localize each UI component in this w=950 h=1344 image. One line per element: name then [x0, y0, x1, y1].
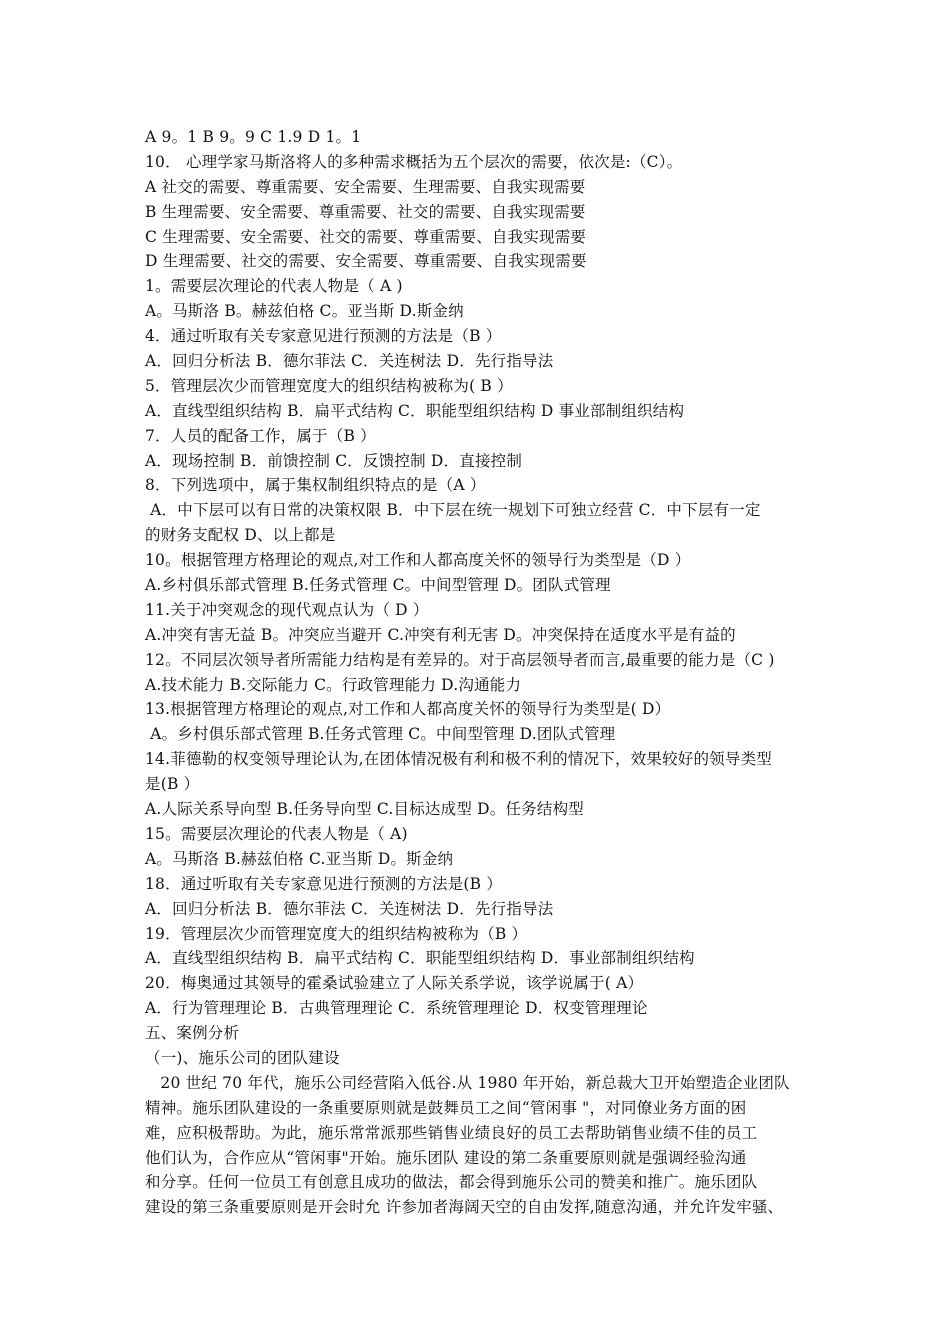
- option-line: A.人际关系导向型 B.任务导向型 C.目标达成型 D。任务结构型: [145, 800, 584, 819]
- text-line: A 9。1 B 9。9 C 1.9 D 1。1: [145, 128, 362, 146]
- question-line: 19．管理层次少而管理宽度大的组织结构被称为（B ）: [145, 924, 528, 943]
- question-line: 10． 心理学家马斯洛将人的多种需求概括为五个层次的需要，依次是:（C）。: [145, 152, 683, 171]
- option-line: A．行为管理理论 B．古典管理理论 C．系统管理理论 D．权变管理理论: [145, 999, 648, 1018]
- question-line: 5．管理层次少而管理宽度大的组织结构被称为( B ）: [145, 376, 513, 395]
- question-line: 7．人员的配备工作，属于（B ）: [145, 426, 376, 445]
- option-line: A．直线型组织结构 B．扁平式结构 C．职能型组织结构 D 事业部制组织结构: [145, 401, 685, 420]
- option-line: A。马斯洛 B.赫兹伯格 C.亚当斯 D。斯金纳: [145, 849, 454, 868]
- question-line: 15。需要层次理论的代表人物是（ A): [145, 824, 408, 843]
- question-line: 13.根据管理方格理论的观点,对工作和人都高度关怀的领导行为类型是( D）: [145, 700, 671, 719]
- option-line: A 社交的需要、尊重需要、安全需要、生理需要、自我实现需要: [145, 177, 586, 196]
- option-line: D 生理需要、社交的需要、安全需要、尊重需要、自我实现需要: [145, 252, 587, 271]
- question-line: 18．通过听取有关专家意见进行预测的方法是(B ）: [145, 874, 503, 893]
- question-line: 1。需要层次理论的代表人物是（ A ): [145, 277, 403, 296]
- section-heading: 五、案例分析: [145, 1024, 240, 1043]
- option-line: 的财务支配权 D、以上都是: [145, 526, 336, 545]
- paragraph-line: 他们认为，合作应从“管闲事"开始。施乐团队 建设的第二条重要原则就是强调经验沟通: [145, 1148, 747, 1167]
- option-line: A。马斯洛 B。赫兹伯格 C。亚当斯 D.斯金纳: [145, 302, 464, 321]
- question-line: 20．梅奥通过其领导的霍桑试验建立了人际关系学说，该学说属于( A）: [145, 974, 644, 993]
- option-line: A.技术能力 B.交际能力 C。行政管理能力 D.沟通能力: [145, 675, 522, 694]
- option-line: A．中下层可以有日常的决策权限 B．中下层在统一规划下可独立经营 C．中下层有一定: [145, 501, 761, 520]
- question-line: 4．通过听取有关专家意见进行预测的方法是（B ）: [145, 327, 502, 346]
- paragraph-line: 精神。施乐团队建设的一条重要原则就是鼓舞员工之间“管闲事 "，对同僚业务方面的困: [145, 1098, 747, 1117]
- option-line: C 生理需要、安全需要、社交的需要、尊重需要、自我实现需要: [145, 227, 587, 246]
- paragraph-line: 难，应积极帮助。为此，施乐常常派那些销售业绩良好的员工去帮助销售业绩不佳的员工: [145, 1123, 758, 1142]
- option-line: A．直线型组织结构 B．扁平式结构 C．职能型组织结构 D．事业部制组织结构: [145, 949, 695, 968]
- option-line: A.冲突有害无益 B。冲突应当避开 C.冲突有利无害 D。冲突保持在适度水平是有益的: [145, 625, 736, 644]
- document-body: [145, 125, 817, 1220]
- paragraph-line: 和分享。任何一位员工有创意且成功的做法，都会得到施乐公司的赞美和推广。施乐团队: [145, 1173, 758, 1192]
- question-line: 8．下列选项中，属于集权制组织特点的是（A ）: [145, 476, 486, 495]
- option-line: A。乡村俱乐部式管理 B.任务式管理 C。中间型管理 D.团队式管理: [145, 725, 616, 744]
- option-line: A．回归分析法 B．德尔菲法 C．关连树法 D．先行指导法: [145, 899, 554, 918]
- option-line: A.乡村俱乐部式管理 B.任务式管理 C。中间型管理 D。团队式管理: [145, 576, 611, 595]
- question-line: 是(B ）: [145, 775, 200, 794]
- option-line: B 生理需要、安全需要、尊重需要、社交的需要、自我实现需要: [145, 202, 586, 221]
- question-line: 10。根据管理方格理论的观点,对工作和人都高度关怀的领导行为类型是（D ）: [145, 551, 691, 570]
- question-line: 14.菲德勒的权变领导理论认为,在团体情况极有利和极不利的情况下，效果较好的领导类型: [145, 750, 772, 769]
- paragraph-line: 建设的第三条重要原则是开会时允 许参加者海阔天空的自由发挥,随意沟通，并允许发牢骚、: [145, 1198, 784, 1217]
- option-line: A．现场控制 B．前馈控制 C．反馈控制 D．直接控制: [145, 451, 523, 470]
- paragraph-line: 20 世纪 70 年代，施乐公司经营陷入低谷.从 1980 年开始，新总裁大卫开始塑造企业团队: [145, 1073, 790, 1092]
- question-line: 11.关于冲突观念的现代观点认为（ D ）: [145, 600, 429, 619]
- case-title: （一)、施乐公司的团队建设: [145, 1048, 340, 1067]
- option-line: A．回归分析法 B．德尔菲法 C．关连树法 D．先行指导法: [145, 352, 554, 371]
- question-line: 12。不同层次领导者所需能力结构是有差异的。对于高层领导者而言,最重要的能力是（C ): [145, 650, 775, 669]
